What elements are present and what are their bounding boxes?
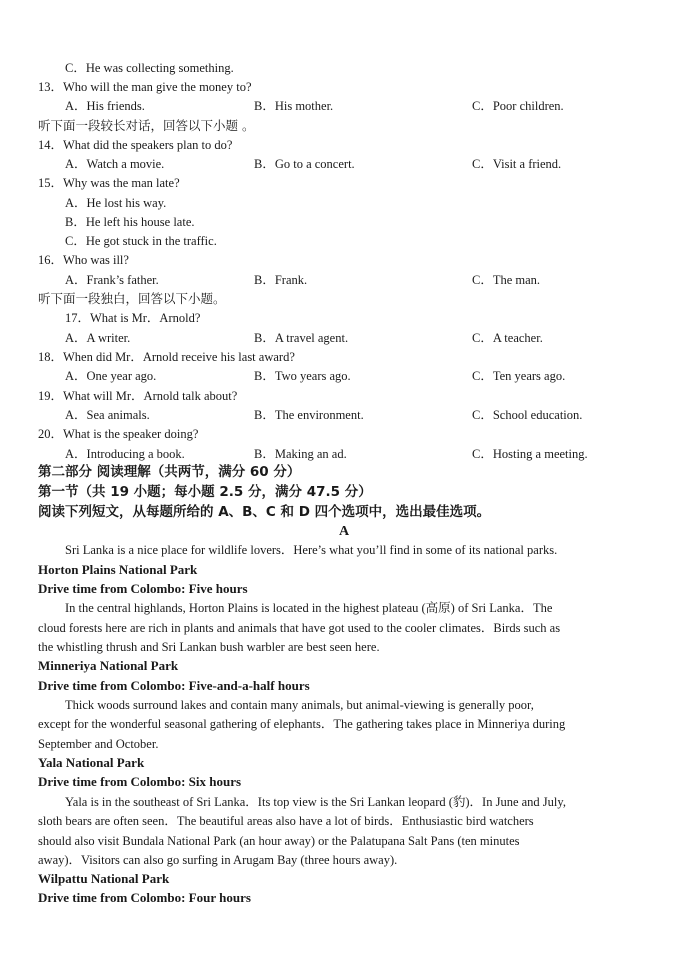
q14-stem: 14．What did the speakers plan to do? bbox=[38, 138, 233, 152]
q15-option-b: B．He left his house late. bbox=[65, 215, 195, 229]
q14-option-c: C．Visit a friend. bbox=[472, 157, 562, 171]
passage-intro: Sri Lanka is a nice place for wildlife lovers．Here’s what you’ll find in some of its national parks. bbox=[65, 543, 558, 557]
q16-option-a: A．Frank’s father. bbox=[65, 273, 159, 287]
yala-line-1: Yala is in the southeast of Sri Lanka．Its top view is the Sri Lankan leopard (豹)．In June and July, bbox=[65, 795, 566, 809]
q18-option-c: C．Ten years ago. bbox=[472, 369, 566, 383]
q16-option-c: C．The man. bbox=[472, 273, 541, 287]
q19-option-a: A．Sea animals. bbox=[65, 408, 150, 422]
horton-line-2: cloud forests here are rich in plants and animals that have got used to the cooler climates．Birds such as bbox=[38, 621, 561, 635]
yala-line-2: sloth bears are often seen．The beautiful areas also have a lot of birds．Enthusiastic bird watchers bbox=[38, 814, 534, 828]
q20-option-c: C．Hosting a meeting. bbox=[472, 447, 588, 461]
q12-option-c: C．He was collecting something. bbox=[65, 61, 234, 75]
q20-option-a: A．Introducing a book. bbox=[65, 447, 185, 461]
q15-option-c: C．He got stuck in the traffic. bbox=[65, 234, 217, 248]
q19-stem: 19．What will Mr．Arnold talk about? bbox=[38, 389, 238, 403]
park-name-horton: Horton Plains National Park bbox=[38, 562, 198, 577]
q13-stem: 13．Who will the man give the money to? bbox=[38, 80, 252, 94]
q13-option-b: B．His mother. bbox=[254, 99, 334, 113]
q18-option-a: A．One year ago. bbox=[65, 369, 157, 383]
q15-stem: 15．Why was the man late? bbox=[38, 176, 180, 190]
park-drive-minneriya: Drive time from Colombo: Five-and-a-half hours bbox=[38, 678, 310, 693]
q14-option-a: A．Watch a movie. bbox=[65, 157, 165, 171]
park-drive-yala: Drive time from Colombo: Six hours bbox=[38, 774, 242, 789]
instruction-long-dialogue: 听下面一段较长对话，回答以下小题 。 bbox=[38, 118, 255, 133]
park-drive-wilpattu: Drive time from Colombo: Four hours bbox=[38, 890, 251, 905]
park-name-yala: Yala National Park bbox=[38, 755, 145, 770]
q20-stem: 20．What is the speaker doing? bbox=[38, 427, 199, 441]
horton-line-3: the whistling thrush and Sri Lankan bush warbler are best seen here. bbox=[38, 640, 380, 654]
q17-option-c: C．A teacher. bbox=[472, 331, 543, 345]
q16-option-b: B．Frank. bbox=[254, 273, 308, 287]
q14-option-b: B．Go to a concert. bbox=[254, 157, 355, 171]
yala-line-4: away)．Visitors can also go surfing in Arugam Bay (three hours away). bbox=[38, 853, 398, 867]
q13-option-a: A．His friends. bbox=[65, 99, 145, 113]
minneriya-line-2: except for the wonderful seasonal gathering of elephants．The gathering takes place in Minneriya during bbox=[38, 717, 566, 731]
q19-option-c: C．School education. bbox=[472, 408, 583, 422]
q17-option-a: A．A writer. bbox=[65, 331, 131, 345]
q13-option-c: C．Poor children. bbox=[472, 99, 564, 113]
q17-stem: 17．What is Mr．Arnold? bbox=[65, 311, 201, 325]
q20-option-b: B．Making an ad. bbox=[254, 447, 347, 461]
yala-line-3: should also visit Bundala National Park (an hour away) or the Palatupana Salt Pans (ten minutes bbox=[38, 834, 520, 848]
horton-line-1: In the central highlands, Horton Plains is located in the highest plateau (高原) of Sri Lanka．The bbox=[65, 601, 553, 615]
q15-option-a: A．He lost his way. bbox=[65, 196, 167, 210]
q17-option-b: B．A travel agent. bbox=[254, 331, 349, 345]
q18-stem: 18．When did Mr．Arnold receive his last award? bbox=[38, 350, 295, 364]
minneriya-line-1: Thick woods surround lakes and contain many animals, but animal-viewing is generally poor, bbox=[65, 698, 534, 712]
part-two-title: 第二部分 阅读理解（共两节，满分 60 分） bbox=[38, 464, 301, 480]
minneriya-line-3: September and October. bbox=[38, 737, 159, 751]
q16-stem: 16．Who was ill? bbox=[38, 253, 129, 267]
passage-letter: A bbox=[338, 524, 350, 539]
q18-option-b: B．Two years ago. bbox=[254, 369, 351, 383]
reading-instruction: 阅读下列短文，从每题所给的 A、B、C 和 D 四个选项中，选出最佳选项。 bbox=[38, 504, 491, 520]
q19-option-b: B．The environment. bbox=[254, 408, 364, 422]
section-one-title: 第一节（共 19 小题；每小题 2.5 分，满分 47.5 分） bbox=[38, 484, 372, 500]
instruction-monologue: 听下面一段独白，回答以下小题。 bbox=[38, 291, 226, 306]
park-name-minneriya: Minneriya National Park bbox=[38, 658, 179, 673]
park-name-wilpattu: Wilpattu National Park bbox=[38, 871, 170, 886]
park-drive-horton: Drive time from Colombo: Five hours bbox=[38, 581, 248, 596]
